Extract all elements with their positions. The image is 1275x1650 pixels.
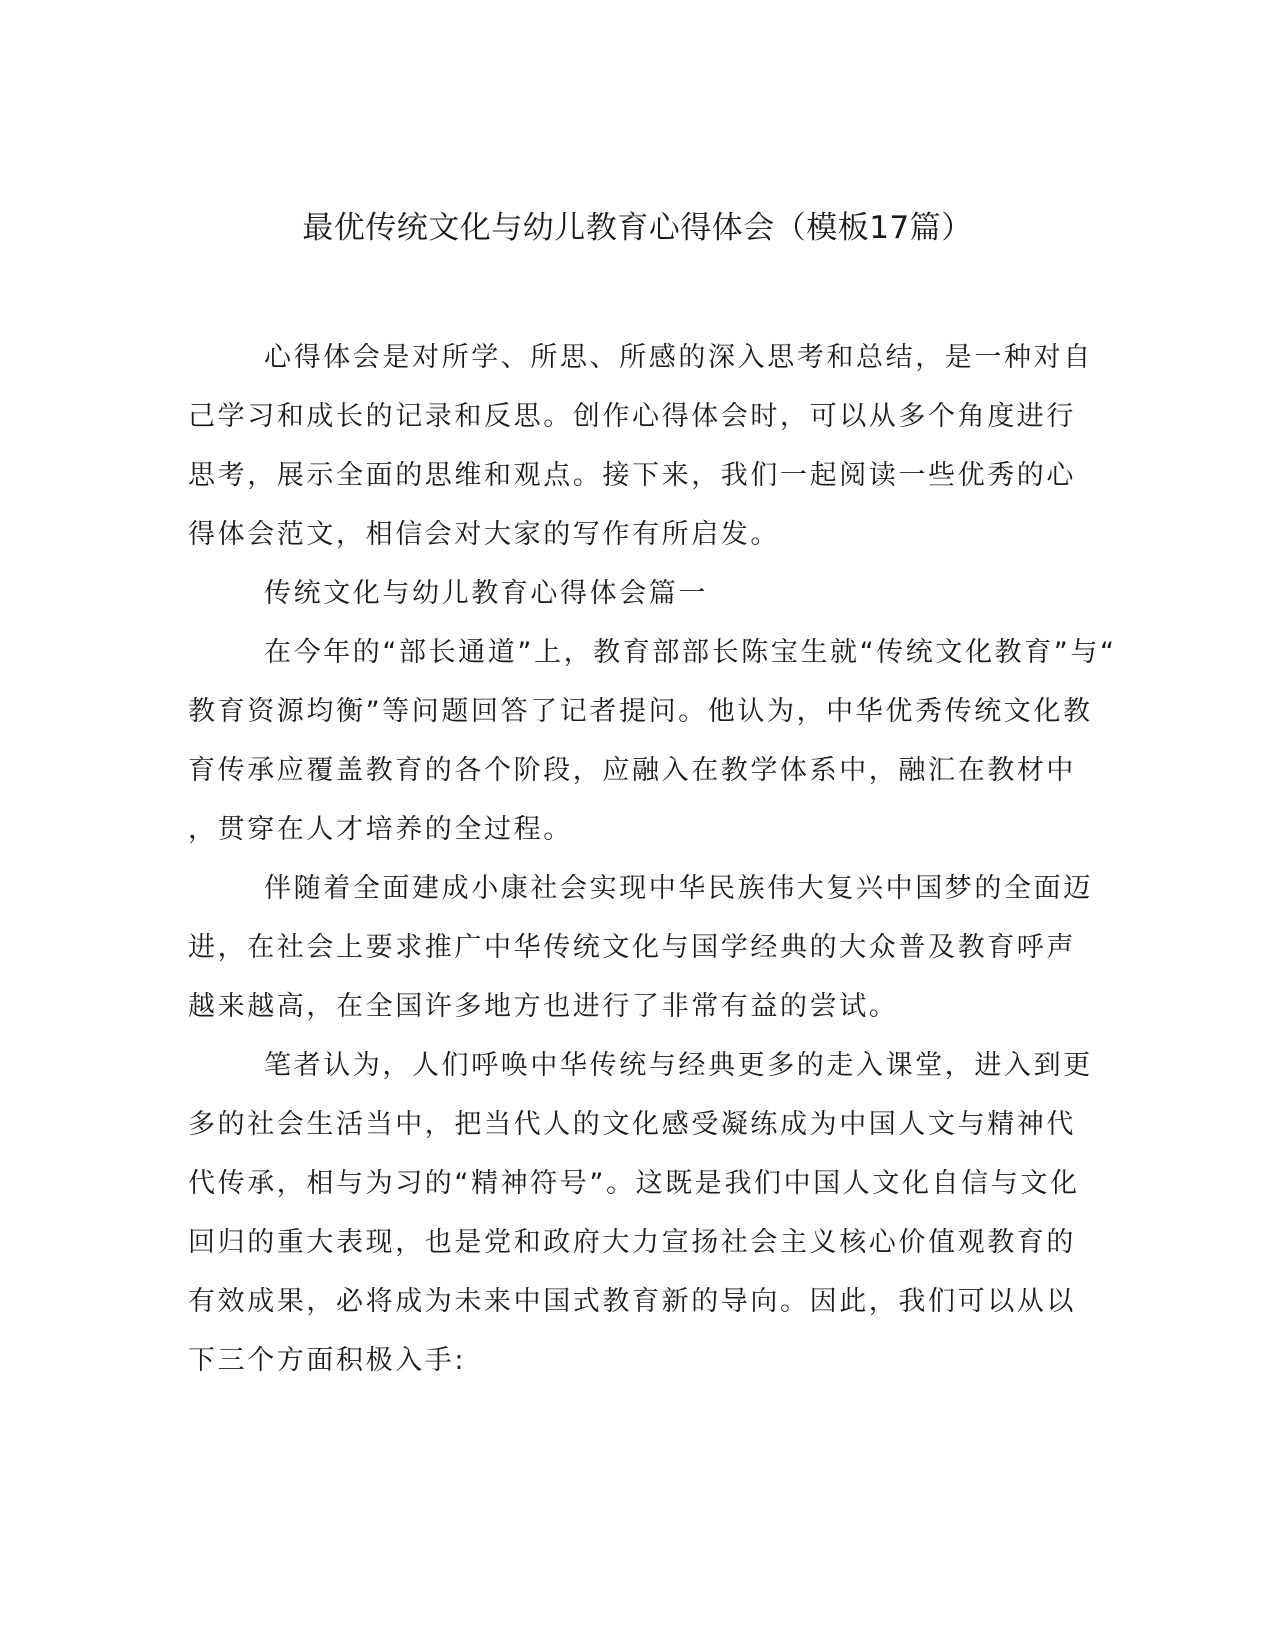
text-line: 在今年的“部长通道”上，教育部部长陈宝生就“传统文化教育”与“ xyxy=(264,637,1117,668)
text-line: 回归的重大表现，也是党和政府大力宣扬社会主义核心价值观教育的 xyxy=(188,1227,1076,1258)
text-line: 笔者认为，人们呼唤中华传统与经典更多的走入课堂，进入到更 xyxy=(264,1050,1093,1081)
text-line: 心得体会是对所学、所思、所感的深入思考和总结，是一种对自 xyxy=(264,342,1093,373)
text-line: 越来越高，在全国许多地方也进行了非常有益的尝试。 xyxy=(188,991,899,1022)
document-title: 最优传统文化与幼儿教育心得体会（模板17篇） xyxy=(302,210,973,246)
text-line: 下三个方面积极入手: xyxy=(188,1345,467,1376)
paragraph-author-view xyxy=(188,1036,1093,1390)
text-line: 教育资源均衡”等问题回答了记者提问。他认为，中华优秀传统文化教 xyxy=(188,696,1093,727)
paragraph-ministry xyxy=(188,623,1117,859)
text-line: 多的社会生活当中，把当代人的文化感受凝练成为中国人文与精神代 xyxy=(188,1109,1076,1140)
document-body xyxy=(188,328,1117,1390)
text-line: ，贯穿在人才培养的全过程。 xyxy=(188,814,573,845)
paragraph-intro xyxy=(188,328,1093,564)
text-line: 己学习和成长的记录和反思。创作心得体会时，可以从多个角度进行 xyxy=(188,401,1076,432)
text-line: 伴随着全面建成小康社会实现中华民族伟大复兴中国梦的全面迈 xyxy=(264,873,1093,904)
text-line: 得体会范文，相信会对大家的写作有所启发。 xyxy=(188,519,780,550)
section-heading-text: 传统文化与幼儿教育心得体会篇一 xyxy=(264,578,708,609)
text-line: 育传承应覆盖教育的各个阶段，应融入在教学体系中，融汇在教材中 xyxy=(188,755,1076,786)
text-line: 有效成果，必将成为未来中国式教育新的导向。因此，我们可以从以 xyxy=(188,1286,1076,1317)
section-heading xyxy=(188,564,1088,623)
text-line: 思考，展示全面的思维和观点。接下来，我们一起阅读一些优秀的心 xyxy=(188,460,1076,491)
text-line: 代传承，相与为习的“精神符号”。这既是我们中国人文化自信与文化 xyxy=(188,1168,1080,1199)
paragraph-revival xyxy=(188,859,1093,1036)
text-line: 进，在社会上要求推广中华传统文化与国学经典的大众普及教育呼声 xyxy=(188,932,1076,963)
